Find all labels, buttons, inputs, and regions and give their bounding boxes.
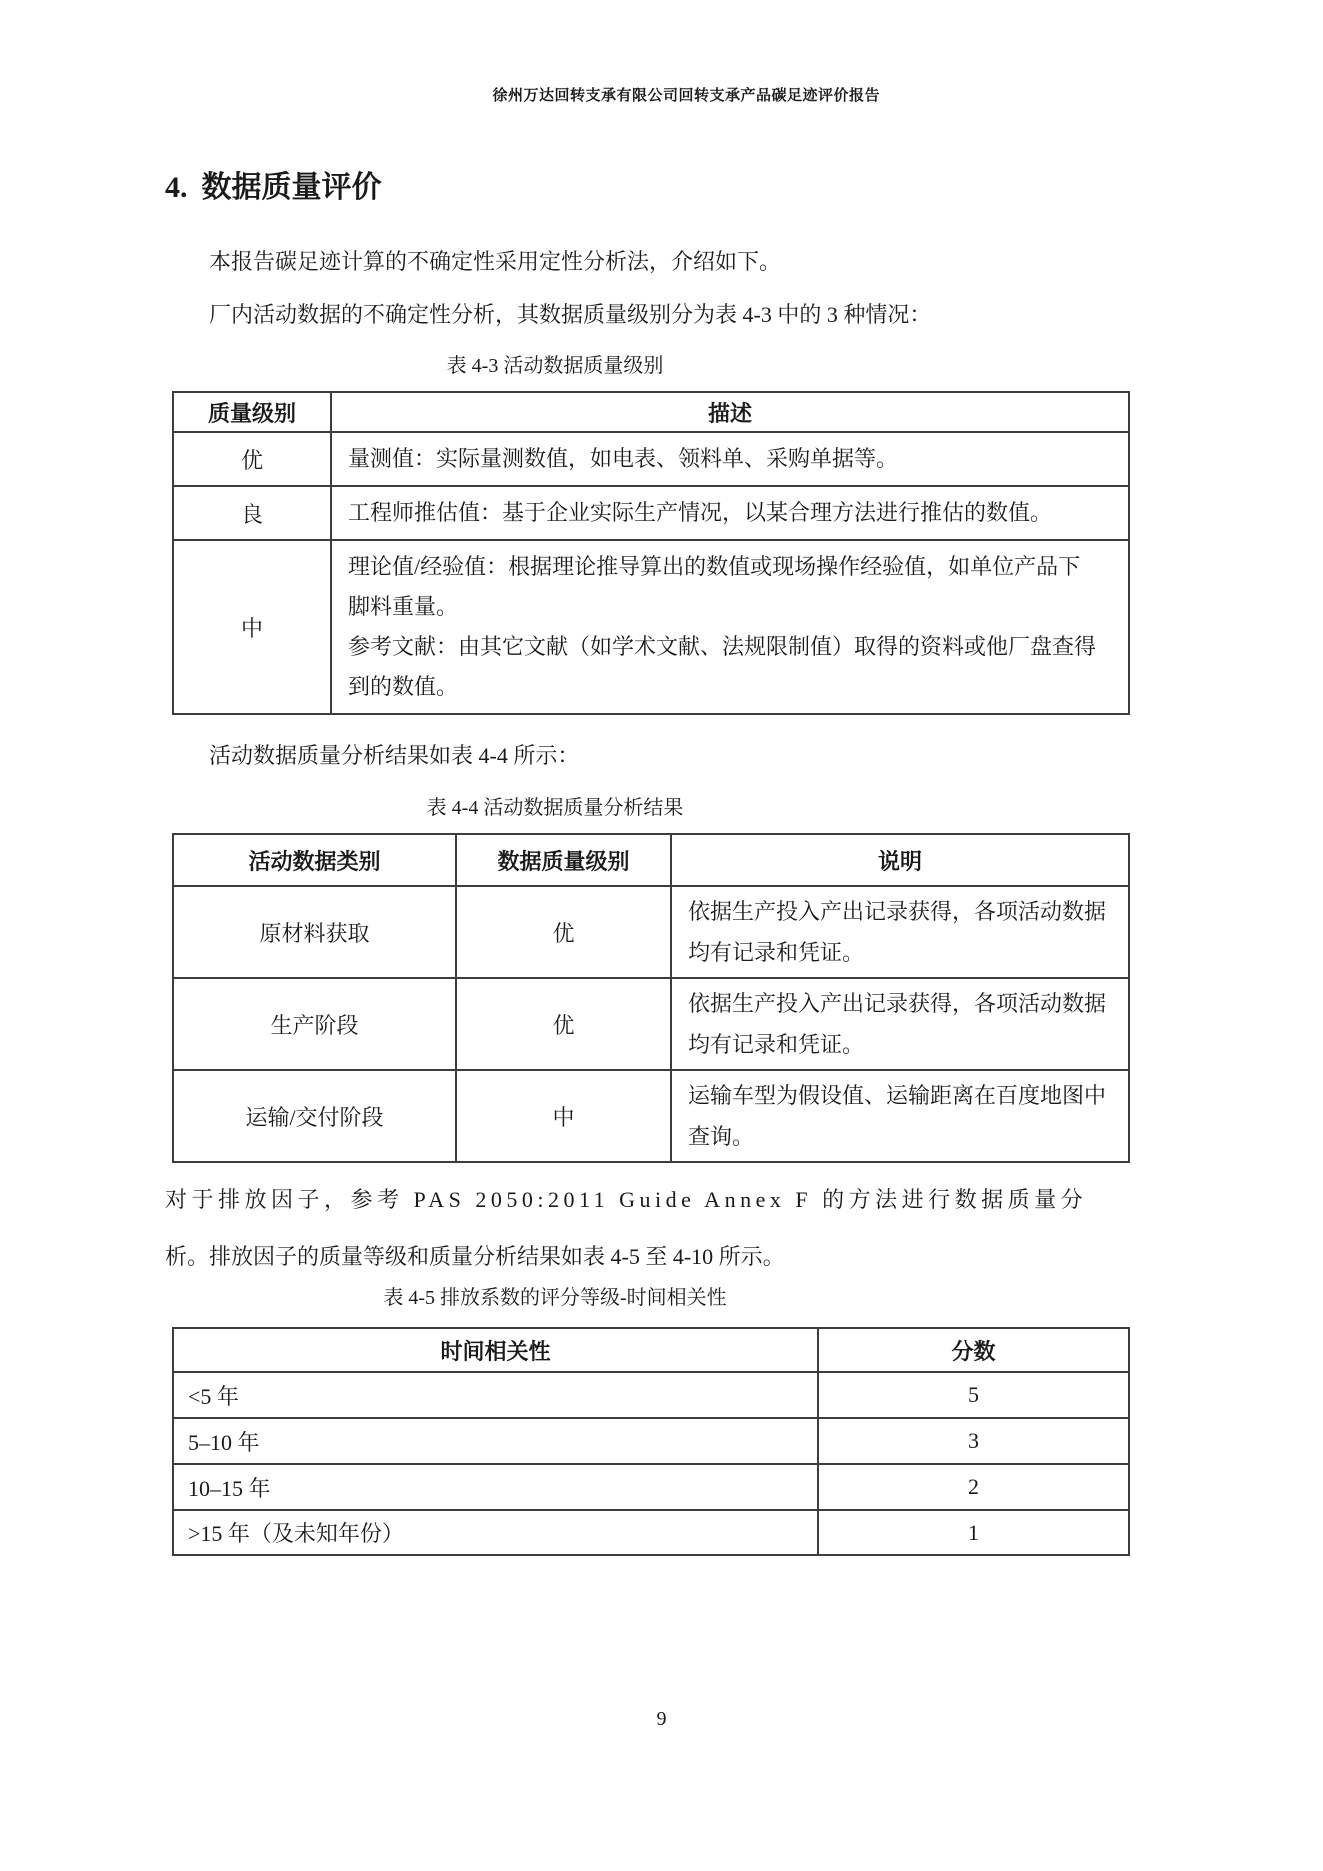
table-4-3-level-cell: 良	[173, 486, 331, 540]
table-4-3-header-level: 质量级别	[173, 392, 331, 432]
table-row	[173, 432, 1129, 486]
table-4-5	[172, 1327, 1130, 1556]
table-4-4-note-cell: 依据生产投入产出记录获得，各项活动数据均有记录和凭证。	[671, 886, 1129, 978]
table-row	[173, 1372, 1129, 1418]
table-4-4-header-note: 说明	[671, 834, 1129, 886]
table-4-3-caption: 表 4-3 活动数据质量级别	[446, 355, 664, 377]
table-4-5-score-cell: 5	[818, 1372, 1129, 1418]
table-4-3-level-cell: 优	[173, 432, 331, 486]
table-row	[173, 978, 1129, 1070]
table-row	[173, 1070, 1129, 1162]
section-heading	[165, 166, 382, 210]
table-row	[173, 1510, 1129, 1555]
table-row	[173, 834, 1129, 886]
table-4-4-caption: 表 4-4 活动数据质量分析结果	[426, 797, 684, 819]
paragraph-intro: 本报告碳足迹计算的不确定性采用定性分析法，介绍如下。	[209, 249, 782, 274]
table-4-4-category-cell: 原材料获取	[173, 886, 456, 978]
table-4-4-header-category: 活动数据类别	[173, 834, 456, 886]
table-row	[173, 392, 1129, 432]
table-4-5-header-range: 时间相关性	[173, 1328, 818, 1372]
paragraph-emission-factor-line1: 对于排放因子，参考 PAS 2050:2011 Guide Annex F 的方法进行数据质量分	[165, 1187, 1088, 1212]
table-4-5-caption: 表 4-5 排放系数的评分等级-时间相关性	[383, 1287, 727, 1309]
table-row	[173, 540, 1129, 714]
section-title: 数据质量评价	[201, 171, 382, 204]
table-4-4-category-cell: 运输/交付阶段	[173, 1070, 456, 1162]
table-4-4-note-cell: 运输车型为假设值、运输距离在百度地图中查询。	[671, 1070, 1129, 1162]
table-4-5-range-cell: 5–10 年	[173, 1418, 818, 1464]
table-row	[173, 486, 1129, 540]
section-number: 4.	[165, 171, 188, 204]
table-4-5-range-cell: <5 年	[173, 1372, 818, 1418]
table-4-3-desc-cell	[331, 540, 1129, 714]
table-4-4-level-cell: 优	[456, 886, 671, 978]
desc-line: 参考文献：由其它文献（如学术文献、法规限制值）取得的资料或他厂盘查得到的数值。	[348, 634, 1097, 699]
table-4-4-header-level: 数据质量级别	[456, 834, 671, 886]
table-4-5-score-cell: 1	[818, 1510, 1129, 1555]
table-row	[173, 1464, 1129, 1510]
page-header-text: 徐州万达回转支承有限公司回转支承产品碳足迹评价报告	[492, 88, 880, 104]
table-4-4-category-cell: 生产阶段	[173, 978, 456, 1070]
table-4-3-level-cell: 中	[173, 540, 331, 714]
paragraph-activity-data: 厂内活动数据的不确定性分析，其数据质量级别分为表 4-3 中的 3 种情况：	[209, 302, 932, 327]
table-4-5-range-cell: 10–15 年	[173, 1464, 818, 1510]
page-number: 9	[656, 1708, 667, 1730]
table-4-4	[172, 833, 1130, 1163]
table-4-5-score-cell: 3	[818, 1418, 1129, 1464]
table-4-3-header-desc: 描述	[331, 392, 1129, 432]
paragraph-emission-factor-line2: 析。排放因子的质量等级和质量分析结果如表 4-5 至 4-10 所示。	[165, 1244, 785, 1269]
table-4-4-note-cell: 依据生产投入产出记录获得，各项活动数据均有记录和凭证。	[671, 978, 1129, 1070]
table-row	[173, 886, 1129, 978]
table-4-5-score-cell: 2	[818, 1464, 1129, 1510]
table-4-5-header-score: 分数	[818, 1328, 1129, 1372]
table-row	[173, 1328, 1129, 1372]
table-4-3	[172, 391, 1130, 715]
desc-line: 理论值/经验值：根据理论推导算出的数值或现场操作经验值，如单位产品下脚料重量。	[348, 554, 1081, 619]
table-4-4-level-cell: 中	[456, 1070, 671, 1162]
paragraph-result: 活动数据质量分析结果如表 4-4 所示：	[209, 743, 580, 768]
table-row	[173, 1418, 1129, 1464]
table-4-5-range-cell: >15 年（及未知年份）	[173, 1510, 818, 1555]
table-4-3-desc-cell: 工程师推估值：基于企业实际生产情况，以某合理方法进行推估的数值。	[331, 486, 1129, 540]
table-4-4-level-cell: 优	[456, 978, 671, 1070]
table-4-3-desc-cell: 量测值：实际量测数值，如电表、领料单、采购单据等。	[331, 432, 1129, 486]
